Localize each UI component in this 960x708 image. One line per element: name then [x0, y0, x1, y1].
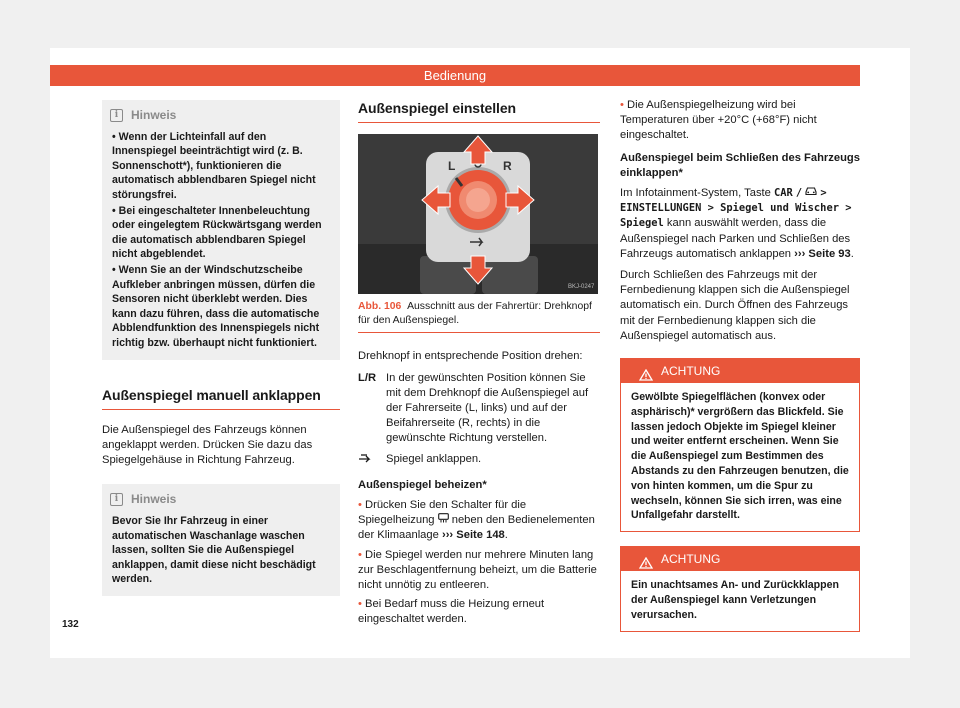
bullet-icon: •: [620, 99, 624, 111]
info-icon: i: [110, 109, 123, 122]
label-r: R: [503, 159, 512, 174]
def-text-lr: In der gewünschten Position können Sie mit dem Drehknopf die Außenspiegel auf der Fahrerseite (L, links) und auf der Beifahrerseite (R, rechts) in die gewünschte Richtung verstellen.: [386, 371, 589, 445]
warning-box-2: [620, 546, 860, 631]
menu-path: EINSTELLUNGEN > Spiegel und Wischer > Spiegel: [620, 202, 852, 230]
label-l: L: [448, 159, 456, 174]
mirror-fold-icon: [358, 452, 386, 469]
bullet-icon: •: [112, 263, 116, 276]
heat-item-2: • Die Spiegel werden nur mehrere Minuten lang zur Beschlagentfernung beheizt, um die Batterie nicht unnötig zu entleeren.: [358, 548, 597, 592]
def-fold: [358, 452, 600, 469]
fold-text: Im Infotainment-System, Taste CAR / > EINSTELLUNGEN > Spiegel und Wischer > Spiegel kann auswählt werden, dass die Außenspiegel nach Parken und Schließen des Fahrzeugs automatisch anklappen ››› Seite 93.: [620, 187, 854, 260]
car-key: CAR: [774, 187, 793, 200]
bullet-icon: •: [358, 598, 362, 611]
hint-item: • Wenn der Lichteinfall auf den Innenspiegel beeinträchtigt wird (z. B. Sonnenschott*), funktionieren die automatisch abblendbaren Spiegel nicht störungsfrei.: [112, 130, 316, 201]
left-column: [102, 100, 340, 596]
car-icon: [805, 187, 817, 199]
warning-text: Gewölbte Spiegelflächen (konvex oder asphärisch)* vergrößern das Blickfeld. Sie lassen jedoch Objekte im Spiegel kleiner und weiter entfernt erscheinen. Wenn Sie die Außenspiegel zum Bestimmen des Abstands zu den Fahrzeugen benutzen, die von hinten kommen, um die Spur zu wechseln, können Sie sich irren, was eine Unfallgefahr darstellt.: [631, 391, 849, 522]
heat-item-3: • Bei Bedarf muss die Heizung erneut eingeschaltet werden.: [358, 598, 545, 626]
def-term-lr: L/R: [358, 371, 377, 384]
bullet-icon: •: [112, 204, 116, 217]
page-number: 132: [62, 619, 79, 630]
warning-icon: [639, 553, 653, 577]
hint-item: • Wenn Sie an der Windschutzscheibe Aufkleber anbringen müssen, dürfen die Sensoren nicht überklebt werden. Dies kann dazu führen, dass die automatische Abblendfunktion des Innenspiegels nicht richtig bzw. überhaupt nicht funktioniert.: [112, 263, 320, 349]
section-text: Die Außenspiegel des Fahrzeugs können angeklappt werden. Drücken Sie dazu das Spiegelgehäuse in Richtung Fahrzeug.: [102, 423, 313, 467]
mirror-heater-icon: [438, 514, 449, 526]
def-lr: [358, 371, 600, 447]
hint-text: Bevor Sie Ihr Fahrzeug in einer automatischen Waschanlage waschen lassen, sollten Sie die Außenspiegel anklappen, damit diese nicht beschädigt werden.: [112, 514, 316, 586]
heat-title: Außenspiegel beheizen*: [358, 478, 487, 491]
warning-icon: [639, 365, 653, 389]
hint-box-2: [102, 484, 340, 596]
caption-label: Abb. 106: [358, 301, 402, 313]
heat-item-1: • Drücken Sie den Schalter für die Spiegelheizung neben den Bedienelementen der Klimaanlage ››› Seite 148.: [358, 499, 595, 542]
hint-item: • Bei eingeschalteter Innenbeleuchtung oder eingelegtem Rückwärtsgang werden die automatisch abblendbaren Spiegel nicht abgeblendet.: [112, 204, 322, 261]
hint-title: Hinweis: [131, 108, 177, 122]
figure-caption: [358, 300, 600, 333]
figure-code: BKJ-0247: [568, 284, 595, 291]
caption-text: Ausschnitt aus der Fahrertür: Drehknopf für den Außenspiegel.: [358, 301, 592, 326]
bullet-icon: •: [112, 130, 116, 143]
warning-title: ACHTUNG: [661, 552, 721, 567]
warning-box-1: [620, 358, 860, 532]
warning-text: Ein unachtsames An- und Zurückklappen der Außenspiegel kann Verletzungen verursachen.: [631, 579, 839, 621]
info-icon: i: [110, 493, 123, 506]
middle-column: [358, 101, 600, 628]
heat-item-4: • Die Außenspiegelheizung wird bei Temperaturen über +20°C (+68°F) nicht eingeschaltet.: [620, 99, 817, 142]
bullet-icon: •: [358, 499, 362, 512]
figure-mirror-knob: [358, 134, 598, 294]
section-title: Außenspiegel manuell anklappen: [102, 388, 340, 410]
def-text-fold: Spiegel anklappen.: [386, 452, 482, 465]
right-column: [620, 98, 860, 632]
hint-box-1: [102, 100, 340, 360]
page-header: Bedienung: [50, 65, 860, 86]
page-link[interactable]: ››› Seite 93: [794, 247, 851, 260]
hint-title: Hinweis: [131, 492, 177, 507]
page-link[interactable]: ››› Seite 148: [441, 529, 505, 542]
warning-title: ACHTUNG: [661, 364, 721, 379]
bullet-icon: •: [358, 548, 362, 561]
section-title: Außenspiegel einstellen: [358, 101, 600, 123]
intro-text: Drehknopf in entsprechende Position drehen:: [358, 350, 583, 363]
fold-title: Außenspiegel beim Schließen des Fahrzeugs einklappen*: [620, 151, 860, 179]
mirror-knob-illustration: [358, 134, 598, 294]
remote-text: Durch Schließen des Fahrzeugs mit der Fernbedienung klappen sich die Außenspiegel automatisch ein. Durch Öffnen des Fahrzeugs mit der Fernbedienung klappen sich die Außenspiegel automatisch aus.: [620, 269, 850, 342]
